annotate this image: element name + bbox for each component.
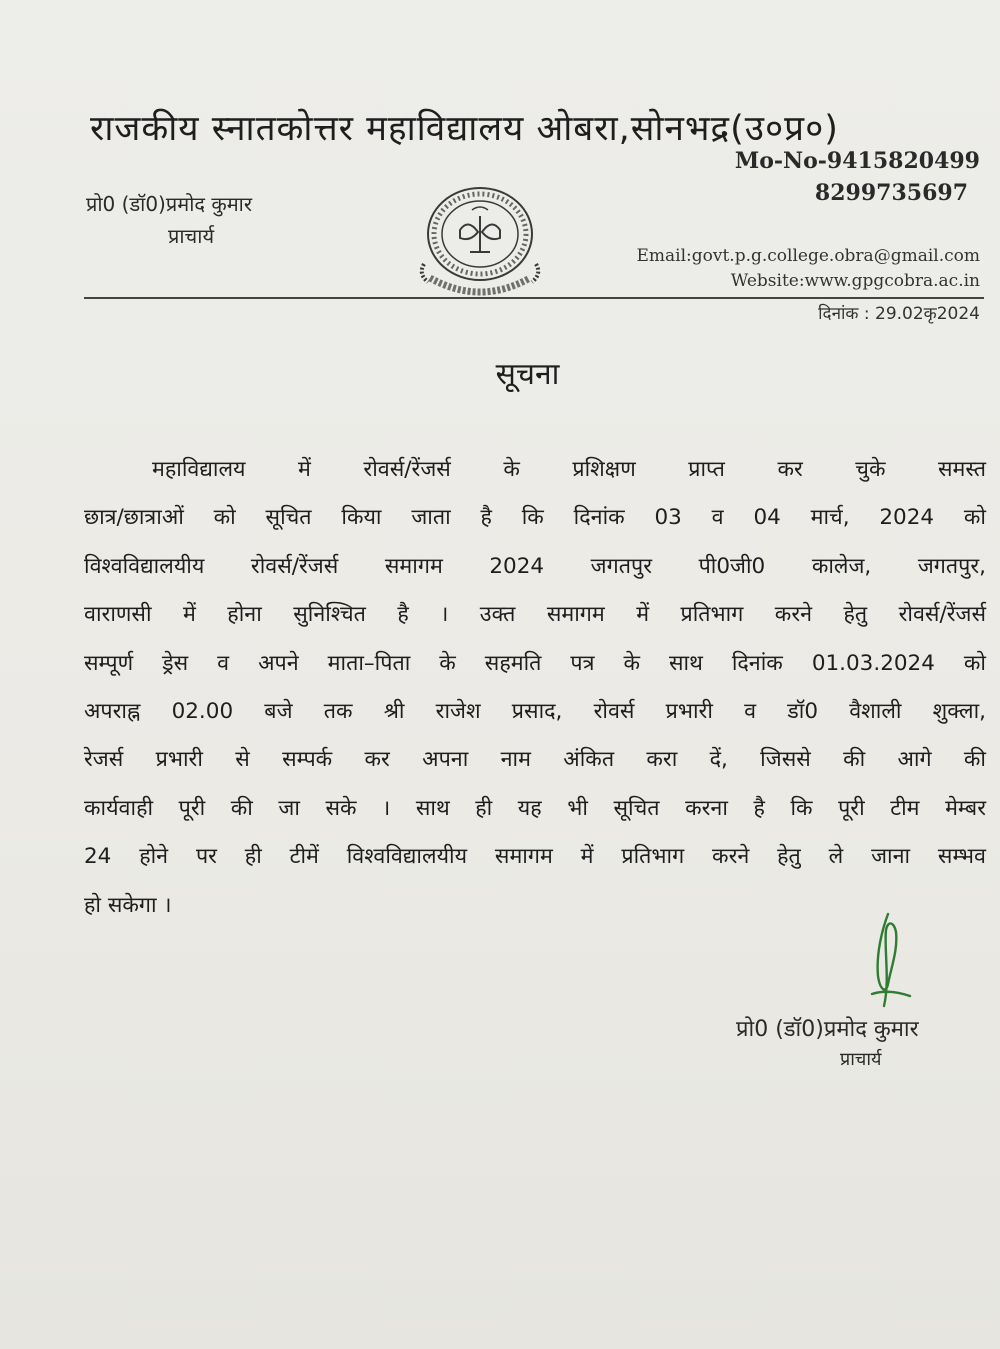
notice-line: छात्र/छात्राओं को सूचित किया जाता है कि दिनांक 03 व 04 मार्च, 2024 को bbox=[84, 505, 986, 531]
header-divider bbox=[84, 297, 984, 299]
phone-primary: Mo-No-9415820499 bbox=[734, 148, 980, 174]
notice-title: सूचना bbox=[495, 357, 560, 392]
notice-line: अपराह्न 02.00 बजे तक श्री राजेश प्रसाद, रोवर्स प्रभारी व डॉ0 वैशाली शुक्ला, bbox=[84, 699, 986, 725]
college-name: राजकीय स्नातकोत्तर महाविद्यालय ओबरा,सोनभद्र(उ०प्र०) bbox=[90, 109, 839, 149]
email-address: Email:govt.p.g.college.obra@gmail.com bbox=[636, 246, 980, 266]
notice-line: विश्वविद्यालयीय रोवर्स/रेंजर्स समागम 2024 जगतपुर पी0जी0 कालेज, जगतपुर, bbox=[84, 553, 986, 579]
notice-line: महाविद्यालय में रोवर्स/रेंजर्स के प्रशिक्षण प्राप्त कर चुके समस्त bbox=[152, 457, 986, 482]
handwritten-signature bbox=[858, 910, 928, 1020]
notice-line: 24 होने पर ही टीमें विश्वविद्यालयीय समागम में प्रतिभाग करने हेतु ले जाना सम्भव bbox=[84, 844, 986, 870]
notice-line: वाराणसी में होना सुनिश्चित है । उक्त समागम में प्रतिभाग करने हेतु रोवर्स/रेंजर्स bbox=[84, 602, 986, 628]
notice-line: रेजर्स प्रभारी से सम्पर्क कर अपना नाम अंकित करा दें, जिससे की आगे की bbox=[84, 747, 986, 773]
notice-date: दिनांक : 29.02कृ2024 bbox=[818, 304, 980, 324]
website-address: Website:www.gpgcobra.ac.in bbox=[730, 271, 980, 291]
notice-line: सम्पूर्ण ड्रेस व अपने माता–पिता के सहमति पत्र के साथ दिनांक 01.03.2024 को bbox=[84, 650, 986, 676]
notice-body bbox=[84, 446, 986, 930]
university-seal-icon bbox=[412, 182, 548, 300]
principal-title: प्राचार्य bbox=[168, 224, 215, 248]
principal-name: प्रो0 (डॉ0)प्रमोद कुमार bbox=[86, 192, 253, 216]
notice-line: कार्यवाही पूरी की जा सके । साथ ही यह भी सूचित करना है कि पूरी टीम मेम्बर bbox=[84, 795, 986, 821]
signatory-title: प्राचार्य bbox=[840, 1049, 882, 1070]
signatory-name: प्रो0 (डॉ0)प्रमोद कुमार bbox=[736, 1017, 919, 1042]
notice-line: हो सकेगा । bbox=[84, 892, 172, 918]
phone-secondary: 8299735697 bbox=[814, 180, 968, 206]
